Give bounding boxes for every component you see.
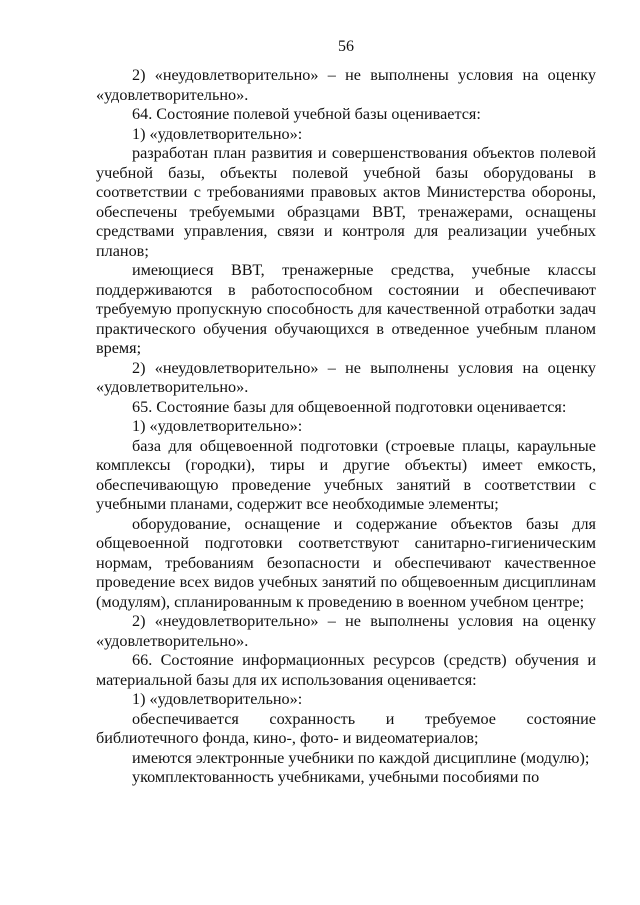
paragraph: база для общевоенной подготовки (строевые плацы, караульные комплексы (городки), тиры и другие объекты) имеет емкость, обеспечивающую проведение учебных занятий в соответствии с учебными планами, содержит все необходимые элементы; (96, 436, 596, 513)
paragraph: обеспечивается сохранность и требуемое состояние библиотечного фонда, кино-, фото- и видеоматериалов; (96, 709, 596, 747)
paragraph: 1) «удовлетворительно»: (132, 417, 303, 435)
paragraph: укомплектованность учебниками, учебными пособиями по (132, 768, 540, 786)
paragraph: 1) «удовлетворительно»: (132, 690, 303, 708)
paragraph: разработан план развития и совершенствования объектов полевой учебной базы, объекты полевой учебной базы оборудованы в соответствии с требованиями правовых актов Министерства обороны, обеспечены требуемыми образцами ВВТ, тренажерами, оснащены средствами управления, связи и контроля для реализации учебных планов; (96, 144, 596, 260)
document-body (96, 66, 596, 788)
paragraph: 1) «удовлетворительно»: (132, 124, 303, 143)
paragraph: оборудование, оснащение и содержание объектов базы для общевоенной подготовки соответствуют санитарно-гигиеническим нормам, требованиям безопасности и обеспечивают качественное проведение всех видов учебных занятий по общевоенным дисциплинам (модулям), спланированным к проведению в военном учебном центре; (96, 514, 596, 611)
paragraph: имеющиеся ВВТ, тренажерные средства, учебные классы поддерживаются в работоспособном состоянии и обеспечивают требуемую пропускную способность для качественной отработки задач практического обучения обучающихся в отведенное учебным планом время; (96, 261, 596, 357)
paragraph: 2) «неудовлетворительно» – не выполнены условия на оценку «удовлетворительно». (96, 66, 596, 104)
paragraph: имеются электронные учебники по каждой дисциплине (модулю); (132, 748, 590, 767)
paragraph: 66. Состояние информационных ресурсов (средств) обучения и материальной базы для их использования оценивается: (96, 651, 596, 689)
page-number: 56 (338, 38, 354, 55)
paragraph: 2) «неудовлетворительно» – не выполнены условия на оценку «удовлетворительно». (96, 358, 596, 396)
paragraph: 64. Состояние полевой учебной базы оценивается: (132, 105, 481, 123)
paragraph: 65. Состояние базы для общевоенной подготовки оценивается: (132, 397, 567, 416)
paragraph: 2) «неудовлетворительно» – не выполнены условия на оценку «удовлетворительно». (96, 612, 596, 650)
